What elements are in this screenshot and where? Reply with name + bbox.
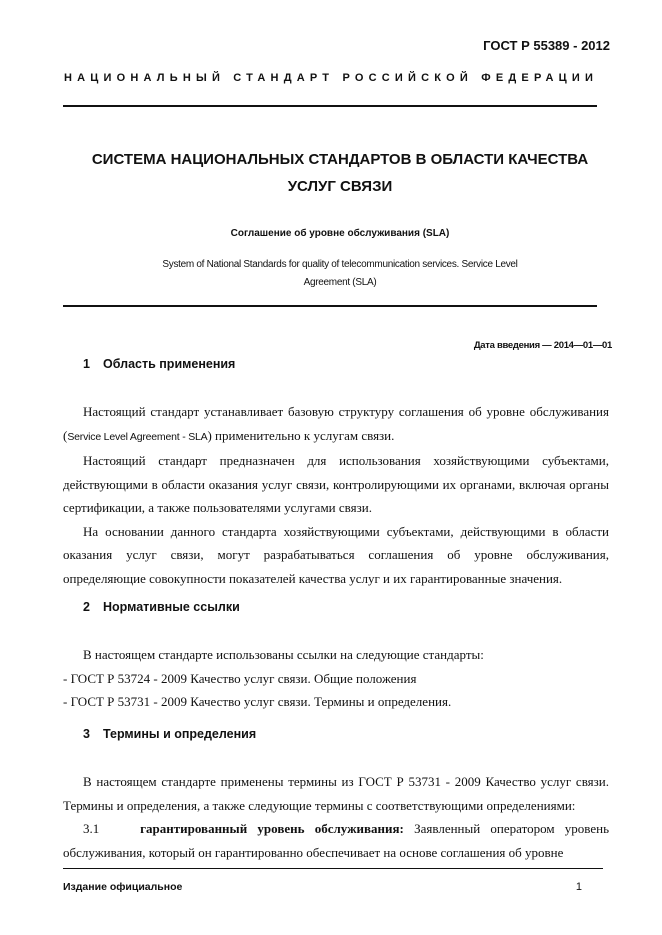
paragraph: Настоящий стандарт предназначен для использования хозяйствующими субъектами, действующими в области оказания услуг связи, контролирующими их органами, включая органы сертификации, а также пользователями услугами связи.: [63, 453, 609, 515]
title-rule: [63, 305, 597, 307]
section-number: 2: [83, 600, 90, 614]
paragraph: На основании данного стандарта хозяйствующими субъектами, действующими в области оказания услуг связи, могут разрабатываться соглашения об уровне обслуживания, определяющие совокупности показателей качества услуг и их гарантированные значения.: [63, 523, 609, 586]
page-number: 1: [575, 881, 582, 893]
document-subtitle: Соглашение об уровне обслуживания (SLA): [230, 228, 450, 239]
paragraph: В настоящем стандарте применены термины из ГОСТ Р 53731 - 2009 Качество услуг связи. Термины и определения, а также следующие термины с соответствующими определениями:: [63, 774, 609, 813]
reference-item: - ГОСТ Р 53731 - 2009 Качество услуг связи. Термины и определения.: [63, 694, 452, 709]
term: гарантированный уровень обслуживания:: [140, 821, 404, 836]
english-title: [60, 256, 620, 292]
definition: Заявленный оператором уровень обслуживания, который он гарантированно обеспечивает на основе соглашения об уровне: [63, 821, 610, 860]
sla-term: Service Level Agreement - SLA: [67, 430, 208, 443]
section-3-body: [63, 770, 609, 864]
section-title: Область применения: [103, 357, 236, 371]
section-1-heading: [83, 357, 235, 371]
english-title-line-2: Agreement (SLA): [303, 277, 377, 288]
section-title: Нормативные ссылки: [103, 600, 240, 614]
national-standard-banner: НАЦИОНАЛЬНЫЙ СТАНДАРТ РОССИЙСКОЙ ФЕДЕРАЦИИ: [64, 72, 599, 84]
section-number: 3: [83, 727, 90, 741]
footer-rule: [63, 868, 603, 869]
section-2-body: [63, 643, 609, 714]
introduction-date: Дата введения — 2014—01—01: [473, 340, 612, 351]
section-3-heading: [83, 727, 256, 741]
section-2-heading: [83, 600, 240, 614]
edition-label: Издание официальное: [63, 881, 183, 893]
term-definition: [63, 817, 609, 864]
title-line-1: СИСТЕМА НАЦИОНАЛЬНЫХ СТАНДАРТОВ В ОБЛАСТИ КАЧЕСТВА: [91, 151, 589, 168]
section-title: Термины и определения: [103, 727, 257, 741]
paragraph: Настоящий стандарт устанавливает базовую структуру соглашения об уровне обслуживания (Service Level Agreement - SLA) применительно к услугам связи.: [63, 404, 609, 443]
section-number: 1: [83, 357, 90, 371]
reference-item: - ГОСТ Р 53724 - 2009 Качество услуг связи. Общие положения: [63, 670, 417, 686]
header-rule: [63, 105, 597, 107]
document-title: [60, 146, 620, 200]
document-code: ГОСТ Р 55389 - 2012: [483, 38, 610, 53]
term-number: 3.1: [83, 821, 100, 836]
english-title-line-1: System of National Standards for quality of telecommunication services. Service Level: [162, 259, 518, 270]
section-1-body: [63, 400, 609, 590]
paragraph: В настоящем стандарте использованы ссылки на следующие стандарты:: [83, 647, 484, 662]
title-line-2: УСЛУГ СВЯЗИ: [287, 178, 393, 195]
